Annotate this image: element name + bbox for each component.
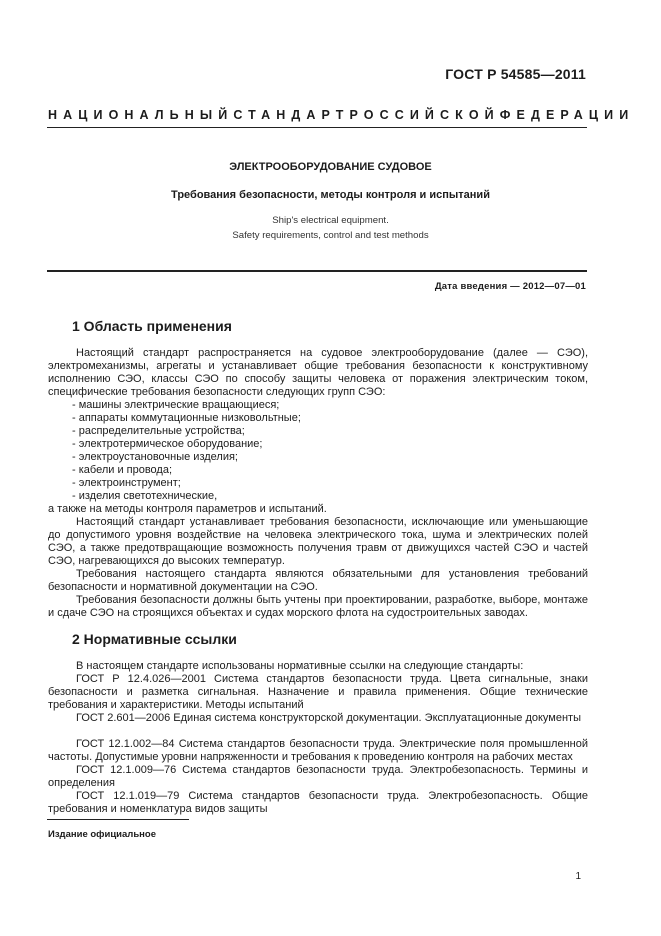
document-subtitle: Требования безопасности, методы контроля и испытаний (171, 189, 490, 201)
section-2-heading: 2 Нормативные ссылки (72, 631, 237, 647)
section-2-paragraph-1: В настоящем стандарте использованы нормативные ссылки на следующие стандарты: (76, 660, 524, 672)
banner-word: РОССИЙСКОЙ (349, 108, 500, 122)
list-item: - электроинструмент; (72, 477, 181, 489)
banner-word: ФЕДЕРАЦИИ (499, 108, 635, 122)
banner-word: СТАНДАРТ (233, 108, 350, 122)
section-1-paragraph-4: Требования безопасности должны быть учтены при проектировании, разработке, выборе, монтаже и сдаче СЭО на строящихся объектах и судах морского флота на судостроительных заводах. (48, 594, 588, 619)
normative-reference: ГОСТ 12.1.002—84 Система стандартов безопасности труда. Электрические поля промышленной частоты. Допустимые уровни напряженности и требования к проведению контроля на рабочих местах (48, 738, 588, 763)
normative-reference: ГОСТ 12.1.019—79 Система стандартов безопасности труда. Электробезопасность. Общие требования и номенклатура видов защиты (48, 790, 588, 815)
document-number: ГОСТ Р 54585—2011 (445, 66, 586, 82)
document-title: ЭЛЕКТРООБОРУДОВАНИЕ СУДОВОЕ (229, 161, 432, 173)
list-item: - электроустановочные изделия; (72, 451, 238, 463)
list-item: - изделия светотехнические, (72, 490, 218, 502)
official-edition-label: Издание официальное (48, 829, 156, 840)
english-title-line-2: Safety requirements, control and test methods (232, 230, 429, 241)
page-number: 1 (575, 871, 581, 882)
footer-divider (47, 819, 189, 820)
normative-reference: ГОСТ 12.1.009—76 Система стандартов безопасности труда. Электробезопасность. Термины и определения (48, 764, 588, 789)
section-1-paragraph-2: Настоящий стандарт устанавливает требования безопасности, исключающие или уменьшающие до допустимого уровня воздействие на человека электрического тока, шума и электрических полей СЭО, а также предотвращающие возможность получения травм от движущихся частей СЭО и частей СЭО, нагревающихся до высоких температур. (48, 516, 588, 567)
section-1-after-list: а также на методы контроля параметров и испытаний. (48, 503, 327, 515)
list-item: - распределительные устройства; (72, 425, 245, 437)
list-item: - аппараты коммутационные низковольтные; (72, 412, 301, 424)
list-item: - машины электрические вращающиеся; (72, 399, 280, 411)
introduction-date: Дата введения — 2012—07—01 (434, 281, 586, 292)
section-1-paragraph-1: Настоящий стандарт распространяется на судовое электрооборудование (далее — СЭО), электромеханизмы, агрегаты и устанавливает общие требования безопасности к конструктивному исполнению СЭО, классы СЭО по способу защиты человека от поражения электрическим током, специфические требования безопасности следующих групп СЭО: (48, 347, 588, 398)
normative-reference: ГОСТ 2.601—2006 Единая система конструкторской документации. Эксплуатационные документы (76, 712, 582, 724)
normative-reference: ГОСТ Р 12.4.026—2001 Система стандартов безопасности труда. Цвета сигнальные, знаки безопасности и разметка сигнальная. Назначение и правила применения. Общие технические требования и характеристики. Методы испытаний (48, 673, 588, 711)
section-1-heading: 1 Область применения (72, 318, 232, 334)
section-1-paragraph-3: Требования настоящего стандарта являются обязательными для установления требований безопасности и нормативной документации на СЭО. (48, 568, 588, 593)
banner-word: НАЦИОНАЛЬНЫЙ (48, 108, 234, 122)
header-divider (47, 127, 587, 128)
national-standard-banner (48, 108, 635, 122)
english-title-line-1: Ship's electrical equipment. (272, 215, 389, 226)
title-divider (47, 270, 587, 272)
list-item: - кабели и провода; (72, 464, 173, 476)
list-item: - электротермическое оборудование; (72, 438, 263, 450)
